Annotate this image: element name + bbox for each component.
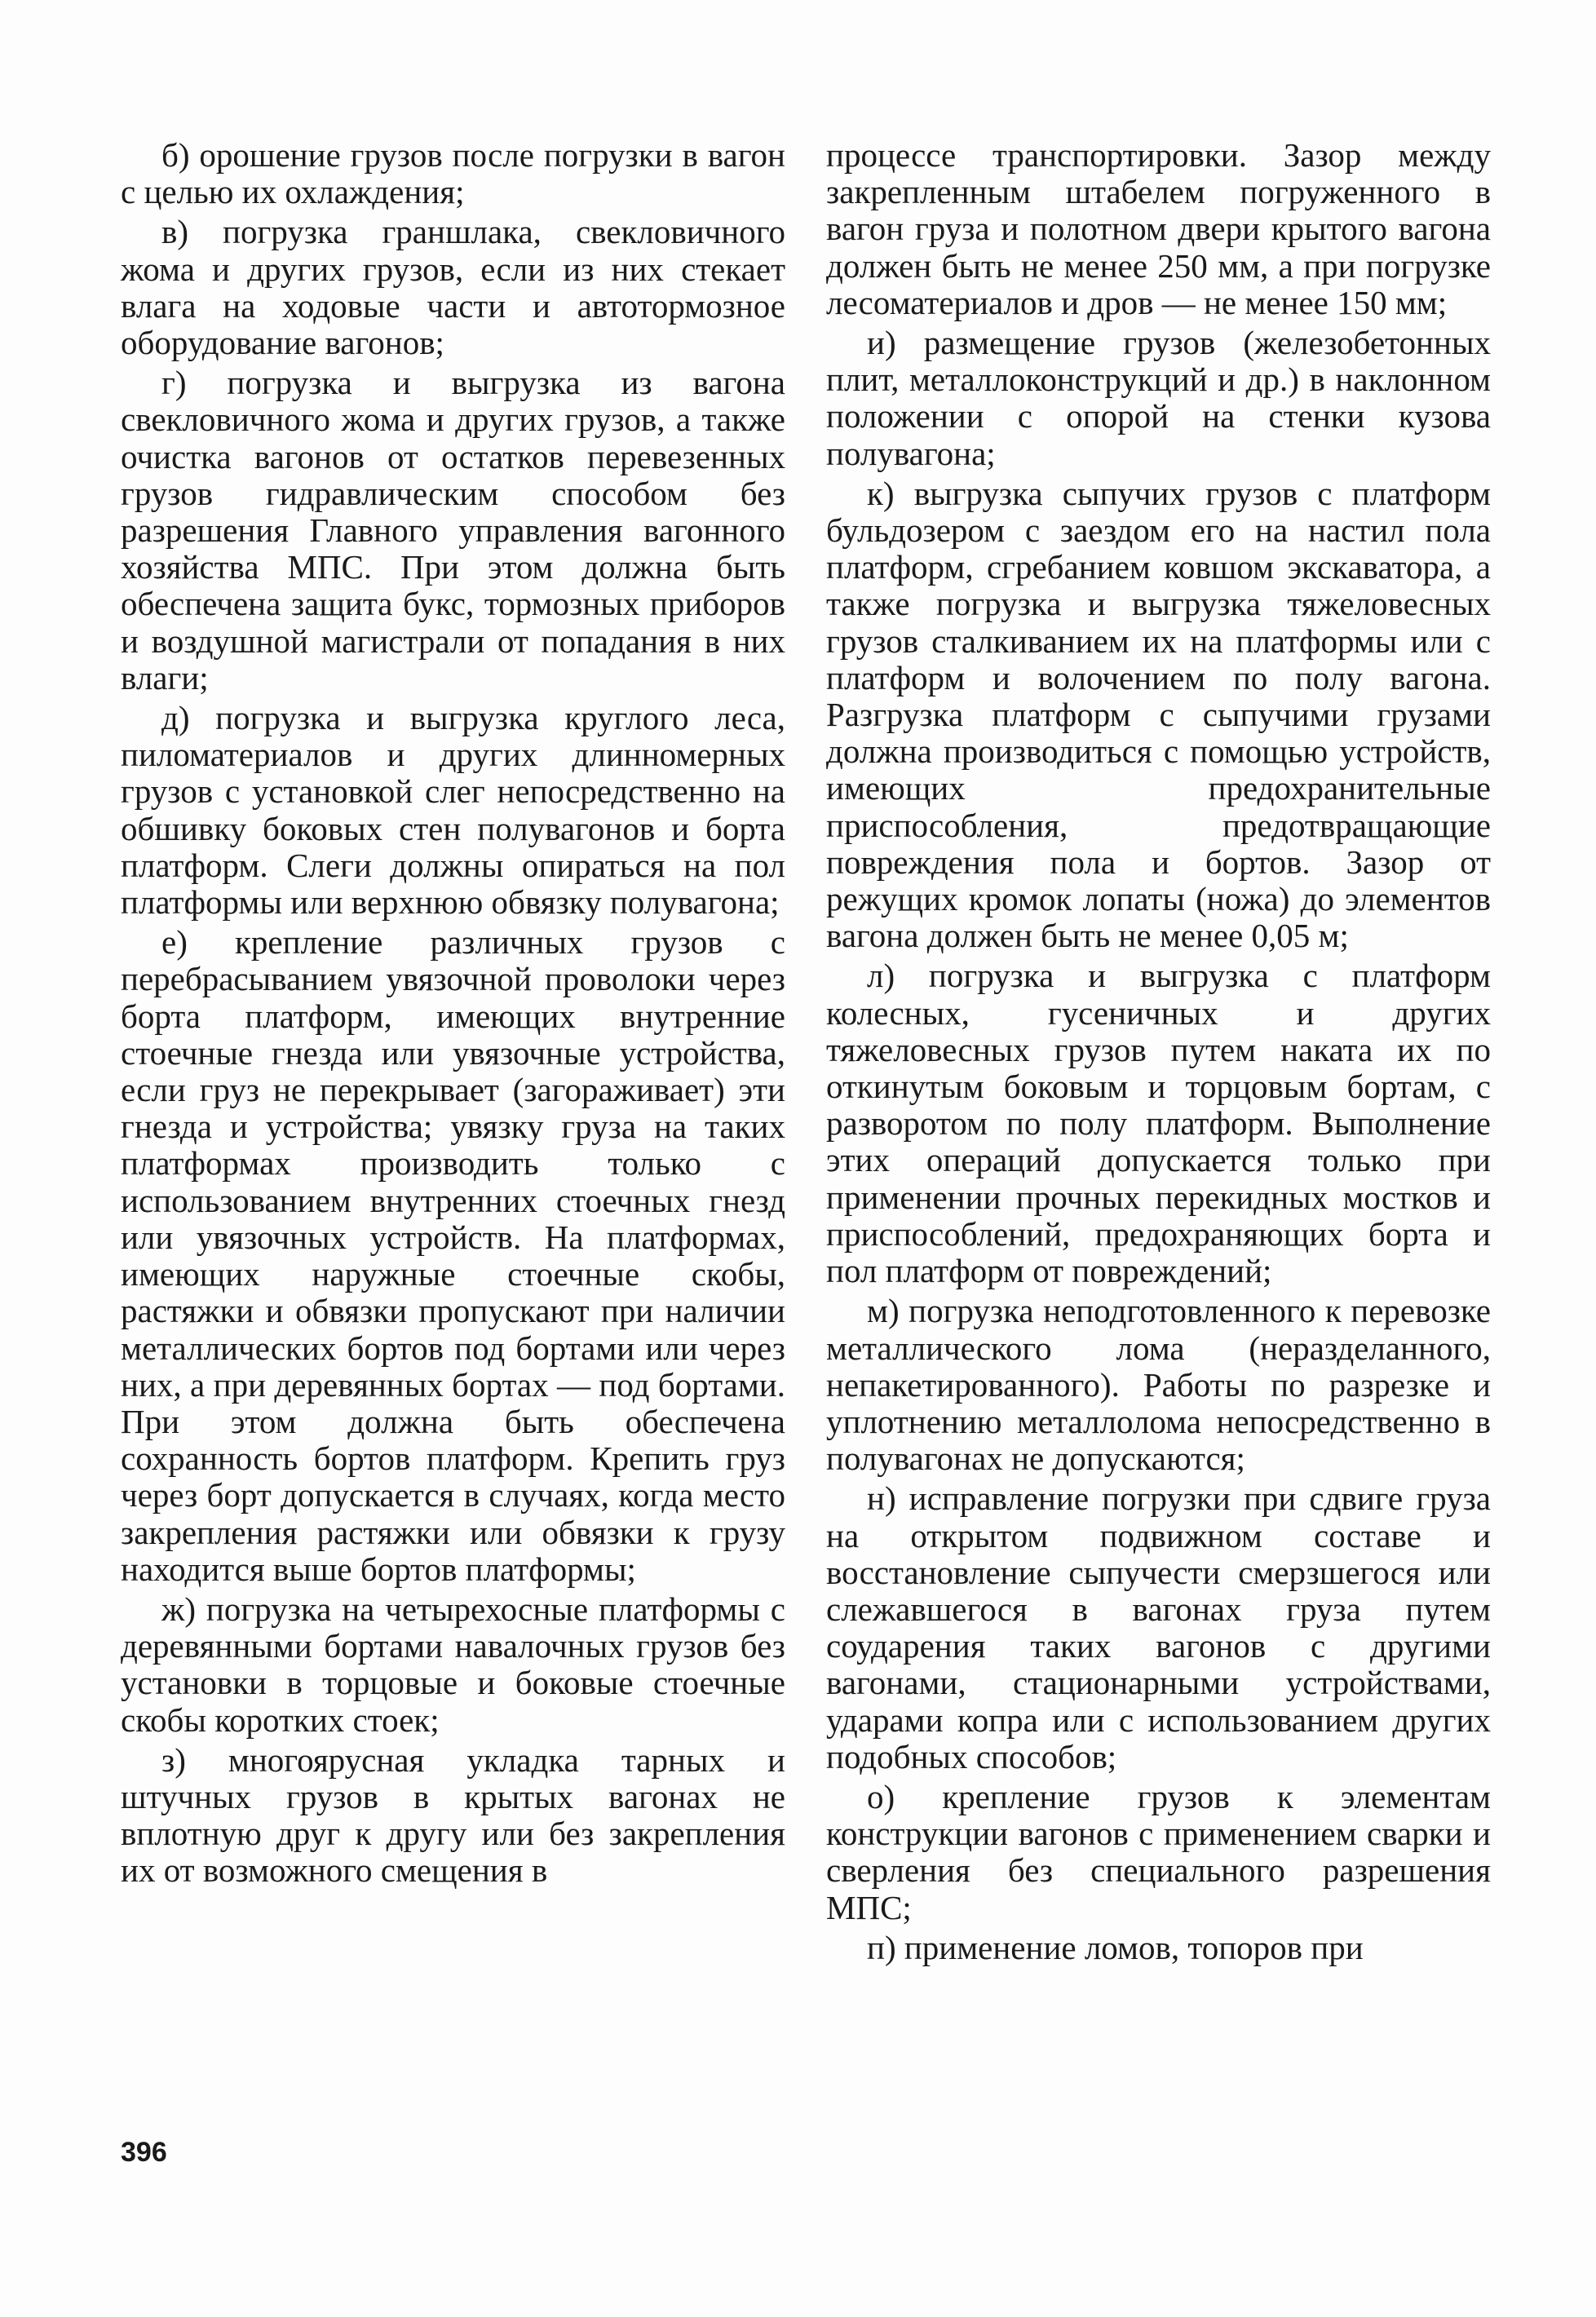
paragraph-e: е) крепление различных грузов с перебрасыванием увязочной проволоки через борта платформ, имеющих внутренние стоечные гнезда или увязочные устройства, если груз не перекрывает (загораживает) эти гнезда и устройства; увязку груза на таких платформах производить только с использованием внутренних стоечных гнезд или увязочных устройств. На платформах, имеющих наружные стоечные скобы, растяжки и обвязки пропускают при наличии металлических бортов под бортами или через них, а при деревянных бортах — под бортами. При этом должна быть обеспечена сохранность бортов платформ. Крепить груз через борт допускается в случаях, когда место закрепления растяжки или обвязки к грузу находится выше бортов платформы; [121, 923, 785, 1588]
paragraph-n: н) исправление погрузки при сдвиге груза на открытом подвижном составе и восстановление сыпучести смерзшегося или слежавшегося в вагонах груза путем соударения таких вагонов с другими вагонами, стационарными устройствами, ударами копра или с использованием других подобных способов; [826, 1479, 1491, 1775]
paragraph-d: д) погрузка и выгрузка круглого леса, пиломатериалов и других длинномерных грузов с установкой слег непосредственно на обшивку боковых стен полувагонов и борта платформ. Слеги должны опираться на пол платформы или верхнюю обвязку полувагона; [121, 699, 785, 922]
paragraph-b: б) орошение грузов после погрузки в вагон с целью их охлаждения; [121, 136, 785, 211]
paragraph-z-continued: процессе транспортировки. Зазор между закрепленным штабелем погруженного в вагон груза и полотном двери крытого вагона должен быть не менее 250 мм, а при погрузке лесоматериалов и дров — не менее 150 мм; [826, 136, 1491, 321]
left-text-column [121, 137, 785, 1893]
paragraph-p: п) применение ломов, топоров при [867, 1928, 1364, 1966]
paragraph-i: и) размещение грузов (железобетонных плит, металлоконструкций и др.) в наклонном положении с опорой на стенки кузова полувагона; [826, 324, 1491, 472]
right-text-column [826, 137, 1491, 1970]
paragraph-l: л) погрузка и выгрузка с платформ колесных, гусеничных и других тяжеловесных грузов путем наката их по откинутым боковым и торцовым бортам, с разворотом по полу платформ. Выполнение этих операций допускается только при применении прочных перекидных мостков и приспособлений, предохраняющих борта и пол платформ от повреждений; [826, 957, 1491, 1290]
page-number: 396 [121, 2137, 167, 2168]
paragraph-o: о) крепление грузов к элементам конструкции вагонов с применением сварки и сверления без специального разрешения МПС; [826, 1777, 1491, 1926]
paragraph-g: г) погрузка и выгрузка из вагона свекловичного жома и других грузов, а также очистка вагонов от остатков перевезенных грузов гидравлическим способом без разрешения Главного управления вагонного хозяйства МПС. При этом должна быть обеспечена защита букс, тормозных приборов и воздушной магистрали от попадания в них влаги; [121, 364, 785, 696]
paragraph-z: з) многоярусная укладка тарных и штучных грузов в крытых вагонах не вплотную друг к другу или без закрепления их от возможного смещения в [121, 1740, 785, 1890]
paragraph-zh: ж) погрузка на четырехосные платформы с деревянными бортами навалочных грузов без установки в торцовые и боковые стоечные скобы коротких стоек; [121, 1590, 785, 1739]
paragraph-v: в) погрузка граншлака, свекловичного жома и других грузов, если из них стекает влага на ходовые части и автотормозное оборудование вагонов; [121, 213, 785, 362]
paragraph-k: к) выгрузка сыпучих грузов с платформ бульдозером с заездом его на настил пола платформ, сгребанием ковшом экскаватора, а также погрузка и выгрузка тяжеловесных грузов сталкиванием их на платформы или с платформ и волочением по полу вагона. Разгрузка платформ с сыпучими грузами должна производиться с помощью устройств, имеющих предохранительные приспособления, предотвращающие повреждения пола и бортов. Зазор от режущих кромок лопаты (ножа) до элементов вагона должен быть не менее 0,05 м; [826, 474, 1491, 955]
paragraph-m: м) погрузка неподготовленного к перевозке металлического лома (неразделанного, непакетированного). Работы по разрезке и уплотнению металлолома непосредственно в полувагонах не допускаются; [826, 1292, 1491, 1478]
